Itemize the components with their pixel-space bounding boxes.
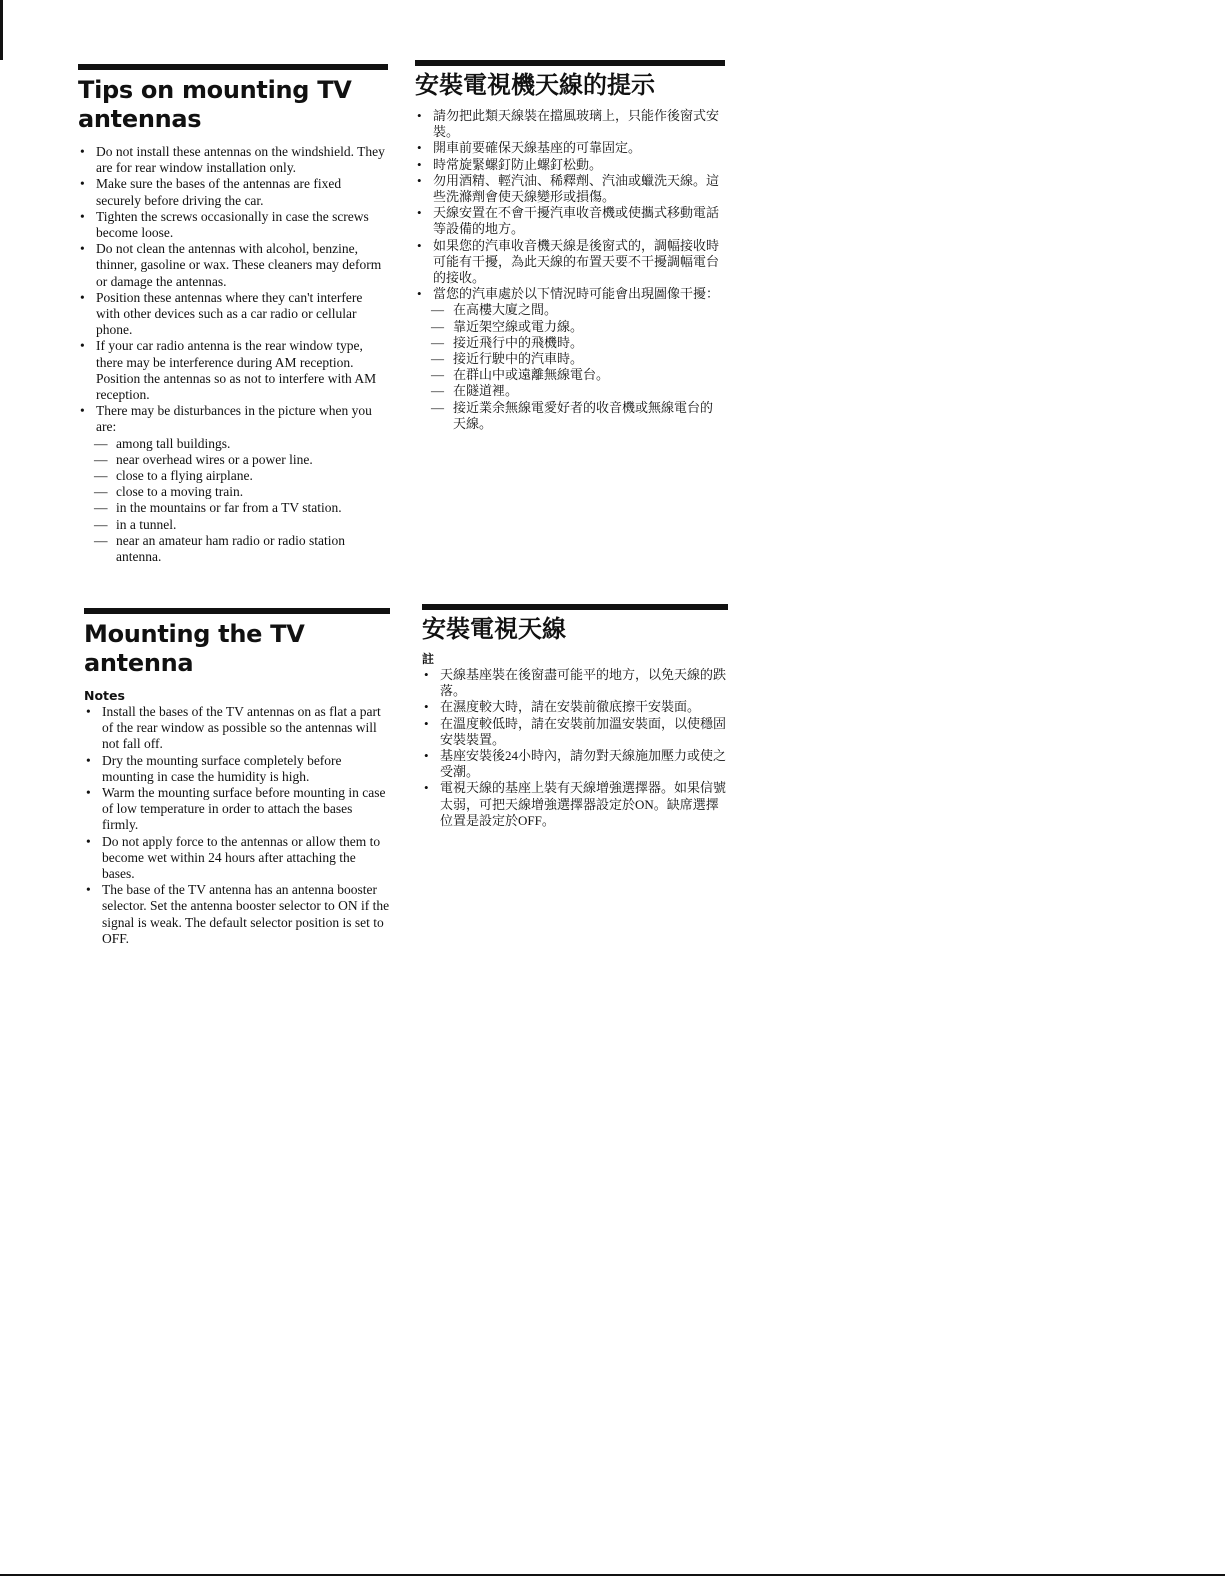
list-item: • Position these antennas where they can't interfere with other devices such as a car radio or cellular phone. bbox=[78, 290, 388, 339]
mount-zh-title: 安裝電視天線 bbox=[422, 615, 566, 643]
list-item: • 勿用酒精、輕汽油、稀釋劑、汽油或蠟洗天線。這些洗滌劑會使天線變形或損傷。 bbox=[415, 173, 725, 205]
sub-list-item: — 接近行駛中的汽車時。 bbox=[415, 351, 725, 367]
notes-label: Notes bbox=[84, 688, 125, 703]
list-item: • If your car radio antenna is the rear window type, there may be interference during AM reception. Position the antennas so as not to interfere with AM reception. bbox=[78, 338, 388, 403]
list-item: • 請勿把此類天線裝在擋風玻璃上，只能作後窗式安裝。 bbox=[415, 108, 725, 140]
tips-zh-list bbox=[415, 108, 725, 432]
list-item: • 開車前要確保天線基座的可靠固定。 bbox=[415, 140, 725, 156]
section-rule bbox=[422, 604, 728, 610]
list-item: • 在溫度較低時，請在安裝前加溫安裝面，以使穩固安裝裝置。 bbox=[422, 716, 728, 748]
list-item: • Tighten the screws occasionally in case the screws become loose. bbox=[78, 209, 388, 241]
list-item: • Warm the mounting surface before mounting in case of low temperature in order to attach the bases firmly. bbox=[84, 785, 390, 834]
list-item: • Make sure the bases of the antennas are fixed securely before driving the car. bbox=[78, 176, 388, 208]
list-item: • 天線安置在不會干擾汽車收音機或使攜式移動電話等設備的地方。 bbox=[415, 205, 725, 237]
list-item: • 天線基座裝在後窗盡可能平的地方，以免天線的跌落。 bbox=[422, 667, 728, 699]
section-rule bbox=[415, 60, 725, 66]
sub-list-item: — near overhead wires or a power line. bbox=[78, 452, 388, 468]
list-item: • Do not clean the antennas with alcohol, benzine, thinner, gasoline or wax. These cleaners may deform or damage the antennas. bbox=[78, 241, 388, 290]
list-item: • 時常旋緊螺釘防止螺釘松動。 bbox=[415, 157, 725, 173]
sub-list-item: — among tall buildings. bbox=[78, 436, 388, 452]
list-item: • Do not apply force to the antennas or allow them to become wet within 24 hours after attaching the bases. bbox=[84, 834, 390, 883]
notes-label: 註 bbox=[422, 652, 435, 666]
list-item: • 如果您的汽車收音機天線是後窗式的，調幅接收時可能有干擾，為此天線的布置天要不干擾調幅電台的接收。 bbox=[415, 238, 725, 287]
tips-en-list bbox=[78, 144, 388, 565]
list-item: • There may be disturbances in the picture when you are: bbox=[78, 403, 388, 435]
mount-zh-section bbox=[422, 604, 728, 829]
section-rule bbox=[84, 608, 390, 614]
sub-list-item: — 在高樓大廈之間。 bbox=[415, 302, 725, 318]
sub-list-item: — in a tunnel. bbox=[78, 517, 388, 533]
list-item: • Dry the mounting surface completely before mounting in case the humidity is high. bbox=[84, 753, 390, 785]
scan-edge-bottom bbox=[0, 1574, 1225, 1576]
sub-list-item: — close to a moving train. bbox=[78, 484, 388, 500]
sub-list-item: — close to a flying airplane. bbox=[78, 468, 388, 484]
list-item: • Do not install these antennas on the windshield. They are for rear window installation only. bbox=[78, 144, 388, 176]
list-item: • 在濕度較大時，請在安裝前徹底擦干安裝面。 bbox=[422, 699, 728, 715]
sub-list-item: — 接近業余無線電愛好者的收音機或無線電台的天線。 bbox=[415, 400, 725, 432]
mount-en-section bbox=[84, 608, 390, 947]
sub-list-item: — 在隧道裡。 bbox=[415, 383, 725, 399]
scan-edge-left bbox=[0, 0, 3, 60]
list-item: • The base of the TV antenna has an antenna booster selector. Set the antenna booster selector to ON if the signal is weak. The default selector position is set to OFF. bbox=[84, 882, 390, 947]
list-item: • 電視天線的基座上裝有天線增強選擇器。如果信號太弱，可把天線增強選擇器設定於ON。缺席選擇位置是設定於OFF。 bbox=[422, 780, 728, 829]
tips-en-title: Tips on mounting TV antennas bbox=[78, 76, 352, 133]
section-rule bbox=[78, 64, 388, 70]
list-item: • 基座安裝後24小時內，請勿對天線施加壓力或使之受潮。 bbox=[422, 748, 728, 780]
sub-list-item: — 靠近架空線或電力線。 bbox=[415, 319, 725, 335]
sub-list-item: — 接近飛行中的飛機時。 bbox=[415, 335, 725, 351]
tips-zh-title: 安裝電視機天線的提示 bbox=[415, 71, 655, 99]
list-item: • Install the bases of the TV antennas on as flat a part of the rear window as possible so the antennas will not fall off. bbox=[84, 704, 390, 753]
tips-zh-section bbox=[415, 60, 725, 432]
list-item: • 當您的汽車處於以下情況時可能會出現圖像干擾： bbox=[415, 286, 725, 302]
mount-en-list bbox=[84, 704, 390, 947]
sub-list-item: — in the mountains or far from a TV station. bbox=[78, 500, 388, 516]
tips-en-section bbox=[78, 64, 388, 565]
sub-list-item: — near an amateur ham radio or radio station antenna. bbox=[78, 533, 388, 565]
mount-zh-list bbox=[422, 667, 728, 829]
mount-en-title: Mounting the TV antenna bbox=[84, 620, 305, 677]
sub-list-item: — 在群山中或遠離無線電台。 bbox=[415, 367, 725, 383]
